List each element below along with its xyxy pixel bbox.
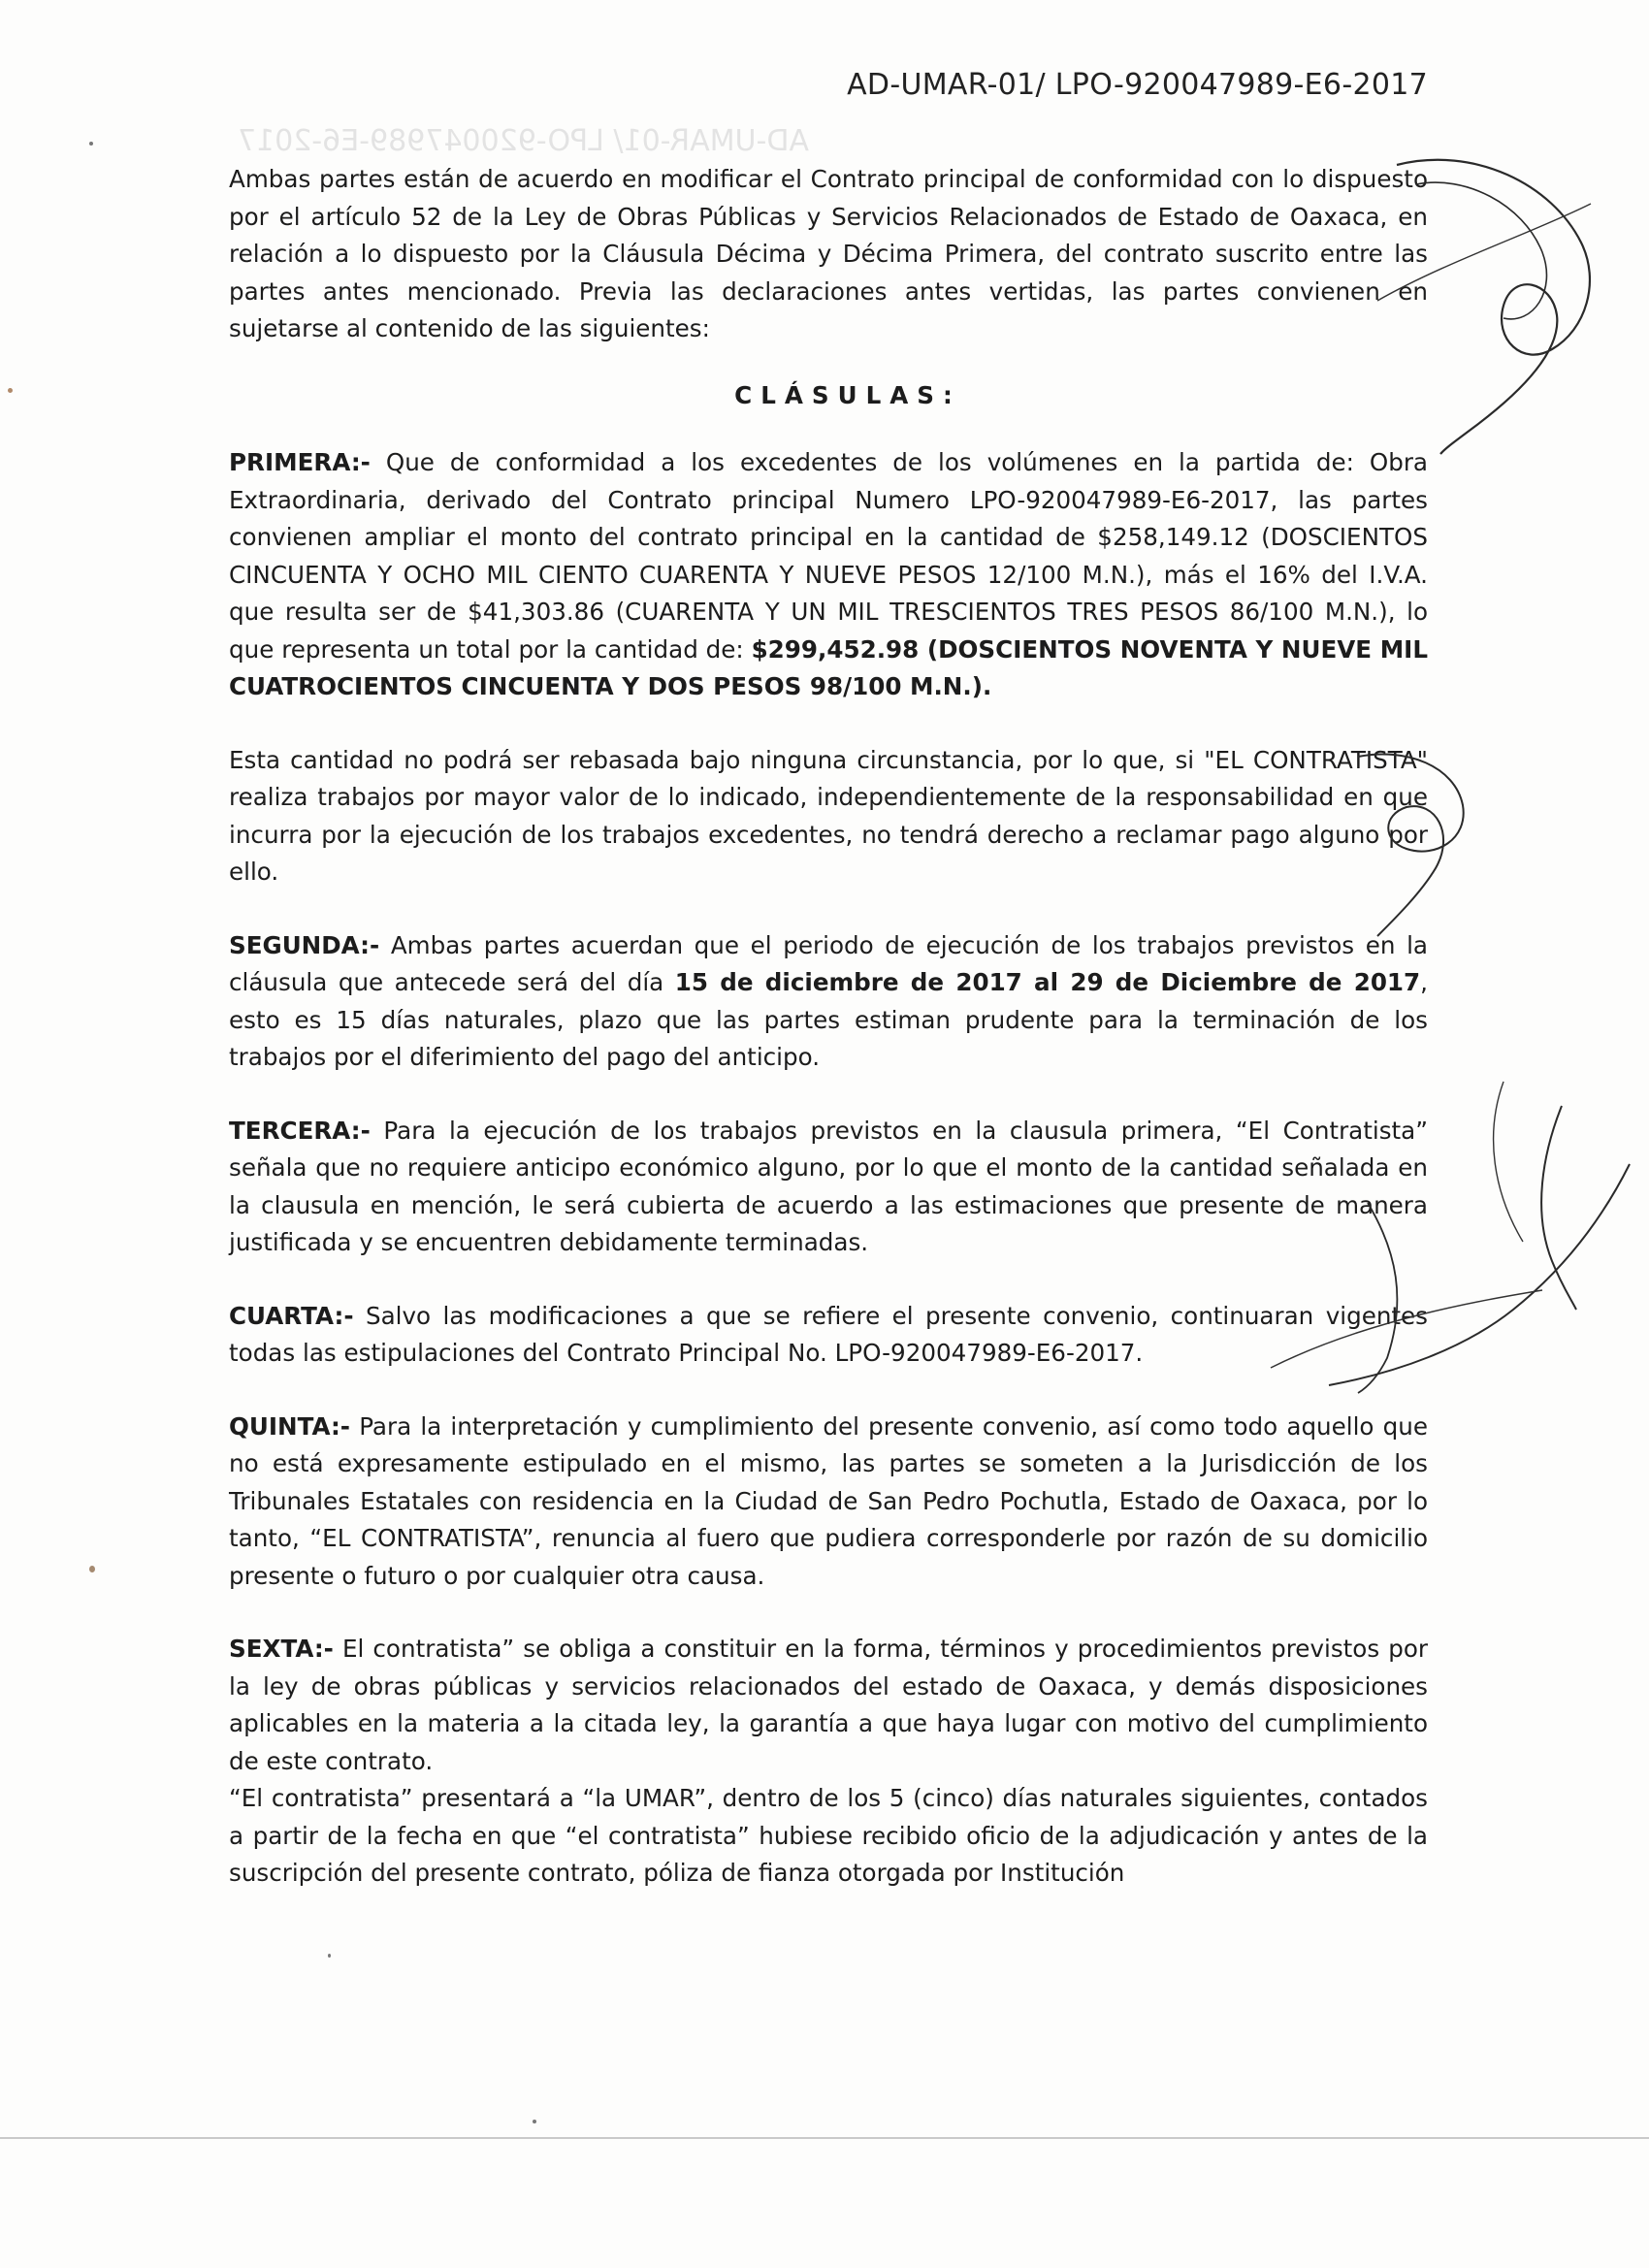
clause-cuarta xyxy=(229,1298,1428,1373)
scan-speck xyxy=(8,388,13,393)
clause-sexta xyxy=(229,1631,1428,1780)
clause-cuarta-label: CUARTA:- xyxy=(229,1301,354,1330)
scan-speck xyxy=(328,1954,331,1958)
clause-tercera-text: Para la ejecución de los trabajos previstos en la clausula primera, “El Contratista” señala que no requiere anticipo económico alguno, por lo que el monto de la cantidad señalada en la clausula en mención, le será cubierta de acuerdo a las estimaciones que presente de manera justificada y se encuentren debidamente terminadas. xyxy=(229,1116,1428,1256)
closing-paragraph: “El contratista” presentará a “la UMAR”, dentro de los 5 (cinco) días naturales siguientes, contados a partir de la fecha en que “el contratista” hubiese recibido oficio de la adjudicación y antes de la suscripción del presente contrato, póliza de fianza otorgada por Institución xyxy=(229,1784,1428,1887)
document-reference: AD-UMAR-01/ LPO-920047989-E6-2017 xyxy=(847,68,1428,102)
clausulas-title: CLÁSULAS: xyxy=(734,380,961,409)
scan-speck xyxy=(89,142,93,146)
clause-primera xyxy=(229,444,1428,706)
clause-sexta-label: SEXTA:- xyxy=(229,1635,334,1663)
clause-segunda-period: 15 de diciembre de 2017 al 29 de Diciembre de 2017 xyxy=(674,968,1421,996)
clause-quinta-text: Para la interpretación y cumplimiento del presente convenio, así como todo aquello que no está expresamente estipulado en el mismo, las partes se someten a la Jurisdicción de los Tribunales Estatales con residencia en la Ciudad de San Pedro Pochutla, Estado de Oaxaca, por lo tanto, “EL CONTRATISTA”, renuncia al fuero que pudiera corresponderle por razón de su domicilio presente o futuro o por cualquier otra causa. xyxy=(229,1411,1428,1590)
bleed-through-reference: AD-UMAR-01/ LPO-920047989-E6-2017 xyxy=(238,124,809,158)
clause-segunda-text-a: Ambas partes acuerdan que el periodo de ejecución de los trabajos previstos en la cláusula que antecede será del día xyxy=(229,930,1428,996)
clause-quinta-label: QUINTA:- xyxy=(229,1411,351,1441)
contract-body xyxy=(229,161,1428,1893)
clause-primera-text: Que de conformidad a los excedentes de los volúmenes en la partida de: Obra Extraordinaria, derivado del Contrato principal Numero LPO-920047989-E6-2017, las partes convienen ampliar el monto del contrato principal en la cantidad de $258,149.12 (DOSCIENTOS CINCUENTA Y OCHO MIL CIENTO CUARENTA Y NUEVE PESOS 12/100 M.N.), más el 16% del I.V.A. que resulta ser de $41,303.86 (CUARENTA Y UN MIL TRESCIENTOS TRES PESOS 86/100 M.N.), lo que representa un total por la cantidad de: xyxy=(229,448,1428,664)
limit-paragraph: Esta cantidad no podrá ser rebasada bajo ninguna circunstancia, por lo que, si "EL CONTRATISTA" realiza trabajos por mayor valor de lo indicado, independientemente de la responsabilidad en que incurra por la ejecución de los trabajos excedentes, no tendrá derecho a reclamar pago alguno por ello. xyxy=(229,745,1428,886)
clause-quinta xyxy=(229,1409,1428,1596)
scan-speck xyxy=(89,1566,95,1572)
clause-segunda-label: SEGUNDA:- xyxy=(229,930,380,959)
clause-tercera xyxy=(229,1113,1428,1262)
clause-segunda xyxy=(229,927,1428,1077)
clause-primera-total: $299,452.98 (DOSCIENTOS NOVENTA Y NUEVE MIL CUATROCIENTOS CINCUENTA Y DOS PESOS 98/100 M.N.). xyxy=(229,634,1428,700)
clause-primera-label: PRIMERA:- xyxy=(229,448,371,476)
clause-segunda-text-b: , esto es 15 días naturales, plazo que las partes estiman prudente para la terminación de los trabajos por el diferimiento del pago del anticipo. xyxy=(229,968,1428,1071)
clause-tercera-label: TERCERA:- xyxy=(229,1116,371,1145)
scan-speck xyxy=(533,2120,536,2123)
intro-paragraph: Ambas partes están de acuerdo en modificar el Contrato principal de conformidad con lo dispuesto por el artículo 52 de la Ley de Obras Públicas y Servicios Relacionados de Estado de Oaxaca, en relación a lo dispuesto por la Cláusula Décima y Décima Primera, del contrato suscrito entre las partes antes mencionado. Previa las declaraciones antes vertidas, las partes convienen en sujetarse al contenido de las siguientes: xyxy=(229,165,1428,342)
clause-sexta-text: El contratista” se obliga a constituir en la forma, términos y procedimientos previstos por la ley de obras públicas y servicios relacionados del estado de Oaxaca, y demás disposiciones aplicables en la materia a la citada ley, la garantía a que haya lugar con motivo del cumplimiento de este contrato. xyxy=(229,1635,1428,1775)
clause-cuarta-text: Salvo las modificaciones a que se refiere el presente convenio, continuaran vigentes todas las estipulaciones del Contrato Principal No. LPO-920047989-E6-2017. xyxy=(229,1301,1428,1367)
scan-edge-line xyxy=(0,2137,1649,2139)
